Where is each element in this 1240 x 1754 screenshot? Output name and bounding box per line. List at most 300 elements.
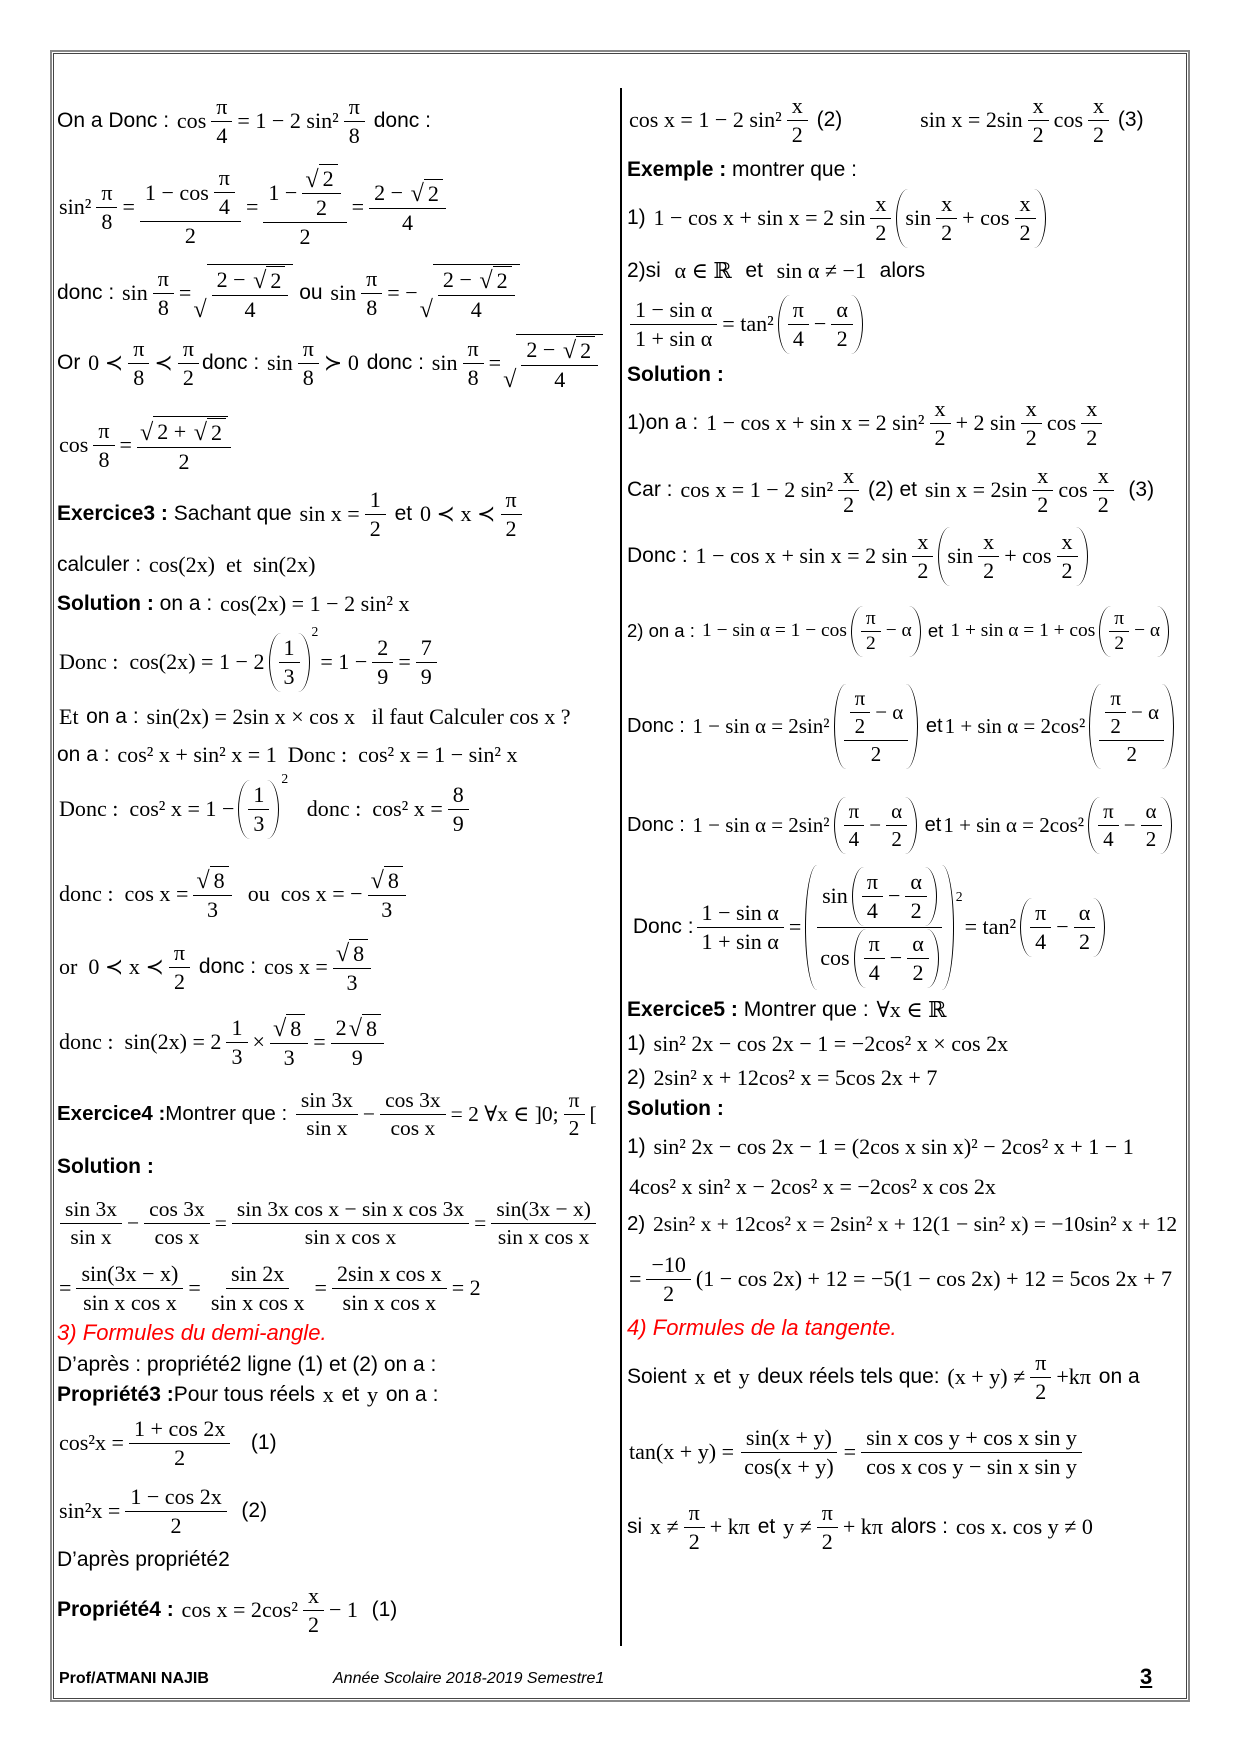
denominator [1030, 1378, 1051, 1405]
numerator [303, 1583, 324, 1611]
radicand [384, 866, 403, 894]
text: Sachant que [173, 502, 298, 525]
math-expression: α [910, 868, 922, 894]
math-expression: sin [431, 350, 458, 375]
math-expression: 2 [505, 515, 517, 541]
math-expression: 3 [283, 663, 295, 689]
math-expression: π [688, 1499, 700, 1525]
radicand [207, 418, 226, 446]
math-expression: sin² [59, 194, 92, 219]
numerator [232, 1197, 469, 1224]
parenthesized-group [834, 797, 917, 854]
math-expression: 2 [1061, 557, 1073, 583]
math-expression: 8 [213, 867, 225, 893]
math-expression: sin x [306, 1115, 348, 1140]
denominator [303, 1611, 324, 1638]
math-expression: π [302, 335, 314, 361]
math-expression: π [216, 93, 228, 119]
fraction [697, 900, 784, 955]
math-expression: 2 [1078, 928, 1090, 954]
numerator [125, 1484, 226, 1512]
radical-sign: √ [139, 419, 154, 447]
fraction [1109, 608, 1129, 655]
math-expression: sin x [70, 1224, 112, 1249]
numerator [169, 940, 190, 968]
math-expression: = [351, 194, 365, 219]
text-line [57, 253, 520, 333]
fraction [564, 1088, 585, 1141]
text: 2) on a : [627, 620, 701, 641]
math-expression: 2 [173, 968, 185, 994]
math-expression: π [467, 335, 479, 361]
math-expression: sin x cos y + cos x sin y [866, 1424, 1077, 1450]
math-expression: cos [176, 108, 207, 133]
page-number: 3 [1140, 1664, 1153, 1689]
denominator [493, 1224, 594, 1250]
math-expression: − [889, 945, 903, 970]
denominator [817, 1528, 838, 1555]
text: on a : [86, 705, 145, 728]
math-expression: 4 [868, 959, 880, 985]
numerator [1030, 1350, 1051, 1378]
math-expression: 8 [302, 364, 314, 390]
fraction [862, 869, 883, 924]
text: Donc : [627, 915, 694, 938]
math-expression: 1 [253, 781, 265, 807]
numerator [60, 1197, 122, 1224]
numerator [128, 336, 149, 364]
math-expression: α [1145, 798, 1157, 823]
parenthesized-group [238, 780, 279, 839]
numerator [862, 869, 883, 897]
math-expression: 8 [467, 364, 479, 390]
math-expression: 4 [1035, 928, 1047, 954]
text: et [388, 502, 418, 525]
math-expression: 4 [401, 209, 413, 235]
text-line [57, 81, 431, 161]
math-expression: + kπ [709, 1514, 750, 1539]
fraction [296, 1088, 358, 1141]
math-expression: 2 [1126, 741, 1137, 766]
math-expression: = [178, 280, 192, 305]
math-expression: cos x [390, 1115, 436, 1140]
math-expression: − 1 [328, 1597, 358, 1622]
denominator [697, 928, 784, 955]
math-expression: = [629, 1266, 642, 1291]
math-expression: 2 [1086, 424, 1098, 450]
math-expression: sin 2x [231, 1260, 285, 1286]
parenthesized-group [851, 606, 921, 657]
math-expression: + cos [962, 205, 1010, 230]
denominator [930, 424, 951, 451]
math-expression: 2 [910, 897, 922, 923]
text: D’après : propriété2 ligne (1) et (2) on a : [57, 1353, 437, 1376]
math-expression: sin x cos x [342, 1289, 437, 1315]
text: 2) [627, 1212, 651, 1235]
denominator [466, 296, 487, 323]
numerator [1032, 463, 1053, 491]
fraction [844, 799, 865, 852]
denominator [1109, 632, 1129, 655]
math-expression: − [1056, 914, 1069, 939]
math-expression: or 0 ≺ x ≺ [59, 954, 164, 979]
radicand [207, 264, 294, 323]
math-expression: sin [947, 543, 974, 568]
numerator [1088, 93, 1109, 121]
math-expression: π [866, 868, 878, 894]
math-expression: π [821, 1499, 833, 1525]
math-expression: π [854, 685, 866, 710]
math-expression: sin² 2x − cos 2x − 1 = −2cos² x × cos 2x [653, 1031, 1009, 1056]
denominator [906, 897, 927, 924]
math-expression: sin 3x cos x − sin x cos 3x [236, 1196, 465, 1221]
radical-sign: √ [253, 267, 267, 295]
denominator [1074, 928, 1095, 955]
math-expression: 2 [891, 826, 902, 851]
fraction [838, 463, 859, 518]
fraction [912, 529, 933, 584]
denominator [739, 1453, 839, 1480]
text: donc : [57, 281, 121, 304]
text: et [922, 620, 949, 641]
math-expression: α [836, 296, 848, 322]
math-expression: donc : sin(2x) = 2 [59, 1029, 222, 1054]
text: et [733, 259, 775, 282]
text: donc : [360, 351, 430, 374]
math-expression: 2 [427, 180, 439, 206]
math-expression: 2 [170, 1512, 182, 1538]
text: (1) [359, 1598, 398, 1621]
radicand [424, 179, 443, 207]
math-expression: 2 [865, 632, 876, 654]
math-expression: 1 − sin α = 2sin² [692, 812, 830, 837]
math-expression: 2 [843, 491, 855, 517]
numerator [211, 94, 232, 122]
numerator [438, 266, 515, 296]
denominator [376, 896, 397, 923]
fraction [263, 164, 346, 250]
denominator [279, 1044, 300, 1071]
numerator [978, 529, 999, 557]
math-expression: 1 [283, 634, 295, 660]
math-expression: −10 [651, 1251, 686, 1277]
fraction [1074, 900, 1096, 955]
text: Or [57, 351, 87, 374]
numerator [448, 782, 469, 810]
numerator [831, 297, 853, 325]
text: 4) Formules de la tangente. [627, 1315, 897, 1340]
math-expression: sin(x + y) [745, 1424, 832, 1450]
math-expression: 8 [452, 781, 464, 807]
text: 1) [627, 1032, 652, 1055]
math-expression: 8 [290, 1015, 302, 1041]
fraction [193, 866, 231, 923]
math-expression: x [875, 190, 887, 216]
fraction [861, 1425, 1082, 1480]
parenthesized-group [852, 867, 937, 926]
math-expression: = [843, 1439, 857, 1464]
math-expression: 2 [983, 557, 995, 583]
denominator [1028, 121, 1049, 148]
bold-label: Exercice4 : [57, 1102, 166, 1125]
math-expression: x [791, 92, 803, 118]
denominator [150, 1224, 205, 1250]
math-expression: 3 [231, 1043, 243, 1069]
square-root [336, 939, 368, 967]
denominator [128, 364, 149, 391]
math-expression: 2 [184, 223, 196, 248]
math-expression: 8 [133, 364, 145, 390]
math-expression: 1 − sin α [701, 899, 779, 925]
math-expression: = [214, 1210, 227, 1235]
math-expression: 0 ≺ [88, 350, 124, 375]
numerator [248, 782, 269, 810]
math-expression: y [367, 1382, 379, 1407]
math-expression: 1 [369, 486, 381, 512]
math-expression: 2 [688, 1528, 700, 1554]
math-expression: π [1035, 899, 1047, 925]
numerator [178, 336, 199, 364]
numerator [365, 487, 386, 515]
numerator [905, 869, 927, 897]
fraction [302, 164, 340, 221]
footer-author: Prof/ATMANI NAJIB [59, 1670, 209, 1687]
radical-sign: √ [272, 1015, 287, 1043]
numerator [1057, 529, 1078, 557]
fraction [1030, 900, 1051, 955]
math-expression: = tan² [964, 914, 1017, 939]
denominator [1088, 121, 1109, 148]
math-expression: 4 [216, 122, 228, 148]
math-expression: 2 [836, 325, 848, 351]
numerator [741, 1425, 837, 1453]
math-expression: x [983, 528, 995, 554]
math-expression: sin x cos x [304, 1224, 397, 1249]
math-expression: ∀x ∈ ℝ [876, 997, 947, 1022]
numerator [1030, 900, 1051, 928]
math-expression: π [1114, 607, 1125, 629]
math-expression: 1 + sin α = 1 + cos [950, 620, 1096, 641]
numerator [844, 799, 865, 826]
math-expression: 4 [470, 296, 482, 322]
text-line [627, 1487, 1095, 1567]
text: on a [1092, 1365, 1140, 1388]
numerator [332, 1261, 447, 1289]
radical-sign: √ [335, 940, 350, 968]
numerator [912, 529, 933, 557]
fraction [521, 336, 598, 393]
math-expression: 3 [253, 810, 265, 836]
math-expression: π [348, 93, 360, 119]
fraction [1081, 396, 1102, 451]
math-expression: 4 [792, 325, 804, 351]
math-expression: 2 [1019, 219, 1031, 245]
math-expression: 3 [283, 1044, 295, 1070]
radical-sign: √ [479, 267, 493, 295]
parenthesized-group [1088, 797, 1171, 854]
fraction [1015, 191, 1036, 246]
text: et [920, 714, 943, 737]
numerator [372, 635, 393, 663]
math-expression: π [1110, 685, 1121, 710]
square-root [305, 164, 337, 192]
math-expression: x [941, 190, 953, 216]
bold-label: Exercice3 : [57, 502, 174, 525]
fraction [129, 1416, 230, 1471]
denominator [211, 122, 232, 149]
square-root [194, 418, 226, 446]
math-expression: 1 + sin α [635, 325, 713, 351]
radical-sign: √ [370, 867, 384, 895]
square-root [349, 1014, 381, 1042]
math-expression: cos(2x) = 1 − 2 sin² x [220, 591, 410, 616]
numerator [1098, 799, 1119, 826]
math-expression: π [792, 296, 804, 322]
math-expression: 2 [568, 1115, 580, 1140]
fraction [303, 1583, 324, 1638]
fraction [368, 866, 406, 923]
fraction [463, 336, 484, 391]
math-expression: − α [875, 699, 904, 724]
numerator [153, 266, 174, 294]
radical-sign: √ [410, 180, 424, 208]
math-expression: 2 [1032, 121, 1044, 147]
math-expression: 3 [346, 969, 358, 995]
text: 3) Formules du demi-angle. [57, 1320, 327, 1345]
text-line [57, 323, 603, 403]
math-expression: cos [1058, 477, 1088, 502]
numerator [861, 608, 881, 632]
math-expression: 4 [848, 826, 860, 851]
math-expression: π [157, 265, 169, 291]
text: (2) [229, 1499, 268, 1522]
math-expression: cos²x = [59, 1430, 124, 1455]
denominator [239, 296, 260, 323]
numerator [521, 336, 598, 366]
denominator [180, 222, 201, 249]
numerator [1021, 396, 1042, 424]
numerator [140, 165, 241, 222]
square-root [140, 416, 228, 446]
numerator [817, 1500, 838, 1528]
bold-label: Solution : [627, 363, 724, 386]
bold-label: Exercice5 : [627, 998, 744, 1021]
numerator [380, 1088, 446, 1115]
math-expression: π [865, 607, 876, 629]
math-expression: cos [1053, 107, 1084, 132]
math-expression: x [1019, 190, 1031, 216]
math-expression: cos(2x) et sin(2x) [148, 552, 316, 577]
square-root [253, 266, 285, 294]
numerator [361, 266, 382, 294]
numerator [1109, 608, 1129, 632]
denominator [169, 968, 190, 995]
math-expression: 9 [452, 810, 464, 836]
denominator [838, 491, 859, 518]
numerator [787, 93, 808, 121]
numerator [936, 191, 957, 219]
math-expression: sin x = [299, 501, 360, 526]
numerator [76, 1261, 183, 1289]
fraction [831, 297, 853, 352]
math-expression: x [1037, 462, 1049, 488]
math-expression: 4cos² x sin² x − 2cos² x = −2cos² x cos 2x [629, 1174, 996, 1199]
math-expression: x [1097, 462, 1109, 488]
numerator [817, 867, 942, 928]
math-expression: 1 + sin α = 2cos² [943, 812, 1085, 837]
fraction [739, 1425, 839, 1480]
math-expression: 1 − cos x + sin x = 2 sin [695, 543, 908, 568]
math-expression: 2 [178, 448, 190, 474]
numerator [870, 191, 891, 219]
denominator [832, 325, 853, 352]
math-expression: 7 [420, 634, 432, 660]
numerator [193, 866, 231, 896]
radicand [433, 264, 520, 323]
text: on a : [380, 1383, 439, 1406]
denominator [365, 515, 386, 542]
numerator [646, 1252, 690, 1280]
exponent: 2 [955, 889, 963, 904]
denominator [866, 741, 887, 767]
math-expression: π [1103, 798, 1114, 823]
numerator [864, 931, 885, 959]
text: On a Donc : [57, 109, 175, 132]
math-expression: 2 [322, 166, 334, 191]
radical-sign: √ [196, 867, 210, 895]
math-expression: 1 + sin α = 2cos² [944, 713, 1086, 738]
math-expression: π [568, 1087, 580, 1112]
math-expression: 1 − cos 2x [130, 1483, 222, 1509]
radical-sign: √ [419, 296, 433, 324]
denominator [311, 194, 332, 221]
text-line [57, 405, 234, 485]
numerator [302, 164, 340, 194]
text: Donc : [627, 813, 691, 836]
numerator [214, 165, 235, 193]
text: Pour tous réels [173, 1383, 321, 1406]
fraction [270, 1014, 308, 1071]
denominator [202, 896, 223, 923]
radical-sign: √ [562, 337, 577, 365]
text: D’après propriété2 [57, 1548, 230, 1571]
math-expression: 3 [207, 896, 219, 922]
text: (2) [810, 108, 919, 131]
numerator [886, 799, 907, 826]
exponent: 2 [281, 771, 289, 786]
math-expression: π [98, 417, 110, 443]
denominator [153, 294, 174, 321]
denominator [300, 1224, 401, 1250]
fraction [850, 686, 871, 739]
math-expression: 8 [157, 294, 169, 320]
radical-sign: √ [193, 296, 207, 324]
math-expression: x [307, 1582, 319, 1608]
math-expression: π [173, 939, 186, 965]
math-expression: donc : cos² x = [290, 796, 443, 821]
fraction [331, 1014, 384, 1071]
math-expression: + cos [1004, 543, 1052, 568]
fraction [332, 1261, 447, 1316]
fraction [886, 799, 907, 852]
math-expression: 1 − cos [144, 179, 209, 205]
fraction [861, 608, 881, 655]
math-expression: tan(x + y) = [629, 1439, 735, 1464]
denominator [1015, 219, 1036, 246]
text-line [57, 769, 472, 849]
text: 2) [627, 1066, 652, 1089]
radicand [349, 939, 368, 967]
